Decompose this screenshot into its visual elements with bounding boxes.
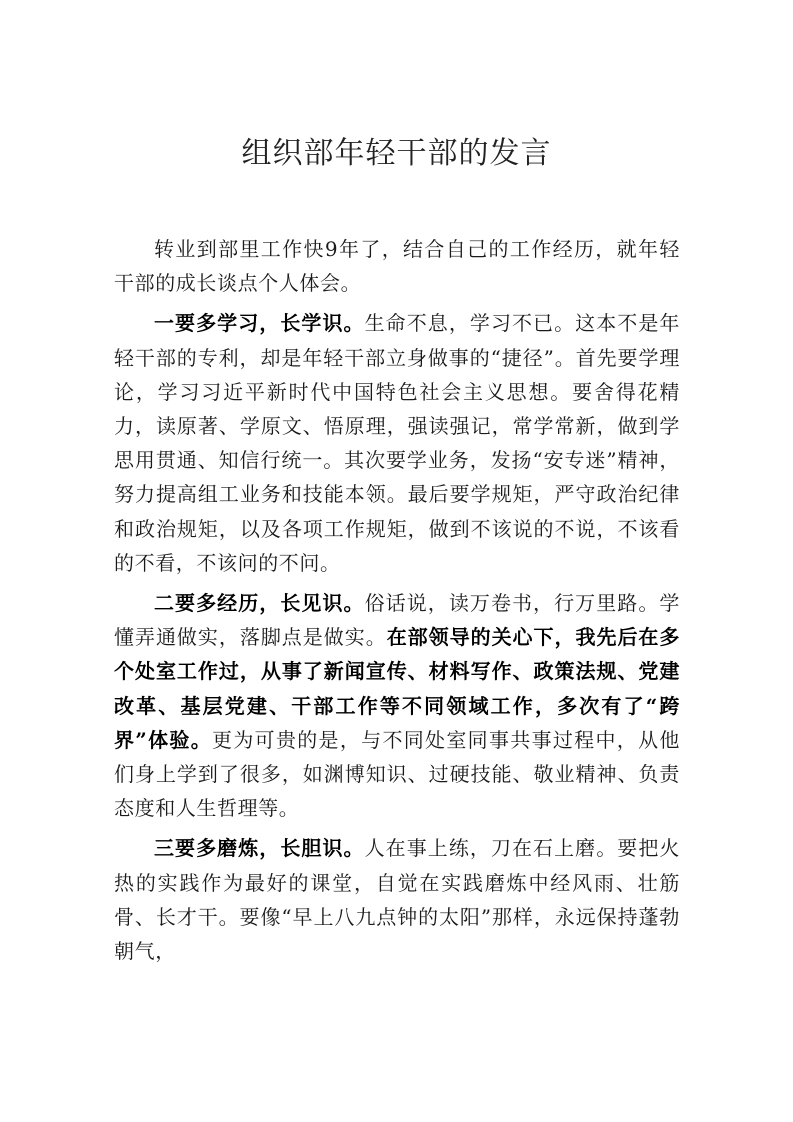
section-text-3: 人在事上练，刀在石上磨。要把火热的实践作为最好的课堂，自觉在实践磨炼中经风雨、壮筋骨、长才干。要像“早上八九点钟的太阳”那样，永远保持蓬勃朝气， [114,836,681,964]
section-text-1: 生命不息，学习不已。这本不是年轻干部的专利，却是年轻干部立身做事的“捷径”。首先要学理论，学习习近平新时代中国特色社会主义思想。要舍得花精力，读原著、学原文、悟原理，强读强记，常学常新，做到学思用贯通、知信行统一。其次要学业务，发扬“安专迷”精神，努力提高组工业务和技能本领。最后要学规矩，严守政治纪律和政治规矩，以及各项工作规矩，做到不该说的不说，不该看的不看，不该问的不问。 [114,311,681,575]
section-paragraph-1 [114,306,680,580]
section-heading-2: 二要多经历，长见识。 [154,591,365,616]
intro-paragraph: 转业到部里工作快9年了，结合自己的工作经历，就年轻干部的成长谈点个人体会。 [114,237,680,296]
section-text-2-after: 更为可贵的是，与不同处室同事共事过程中，从他们身上学到了很多，如渊博知识、过硬技能、敬业精神、负责态度和人生哲理等。 [114,727,680,821]
section-paragraph-2 [114,586,680,825]
document-title: 组织部年轻干部的发言 [241,136,552,171]
section-text-2-before: 俗话说，读万卷书，行万里路。学懂弄通做实，落脚点是做实。 [114,591,681,650]
section-heading-1: 一要多学习，长学识。 [154,311,365,336]
section-paragraph-3 [114,831,680,968]
section-heading-3: 三要多磨炼，长胆识。 [154,836,365,861]
section-text-2-bold: 在部领导的关心下，我先后在多个处室工作过，从事了新闻宣传、材料写作、政策法规、党建改革、基层党建、干部工作等不同领域工作，多次有了“跨界”体验。 [114,625,680,752]
document-body [114,232,680,974]
